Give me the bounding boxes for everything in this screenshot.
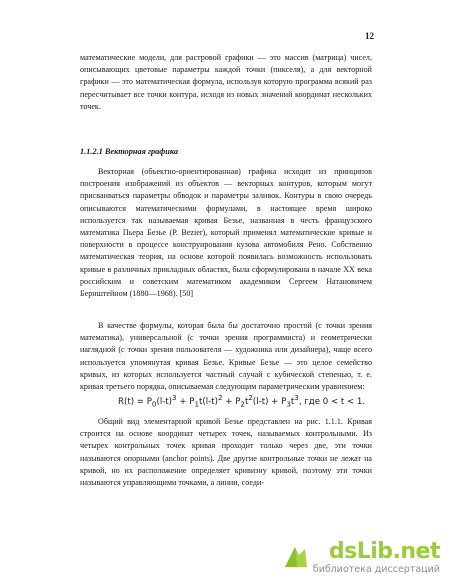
paragraph-bezier-formula bbox=[80, 320, 372, 393]
watermark-subtitle: библиотека диссертаций bbox=[312, 563, 440, 575]
bezier-equation bbox=[118, 393, 365, 409]
formula-part: R(t) = P bbox=[118, 396, 152, 407]
formula-exponent: 2 bbox=[217, 393, 223, 402]
formula-part: + P bbox=[176, 396, 195, 407]
section-heading: 1.1.2.1 Векторная графика bbox=[80, 147, 179, 156]
paragraph-bezier-description bbox=[80, 416, 372, 489]
formula-part: (l-t) + P bbox=[252, 396, 287, 407]
formula-subscript: 0 bbox=[151, 399, 157, 409]
formula-exponent: 3 bbox=[294, 393, 299, 402]
formula-part: t bbox=[290, 396, 295, 407]
formula-part: (l-t) bbox=[156, 396, 173, 407]
formula-subscript: 2 bbox=[240, 399, 245, 409]
formula-subscript: 3 bbox=[286, 399, 291, 409]
formula-part: t bbox=[244, 396, 249, 407]
formula-exponent: 3 bbox=[172, 393, 177, 402]
paragraph-intro bbox=[80, 52, 372, 113]
paragraph-text: Общий вид элементарной кривой Безье представлен на рис. 1.1.1. Кривая строится на основе координат четырех точек, называемых контрольными. Из четырех контрольных точек кривая проходит только через две, эти точки называются опорными (anchor points). Две другие контрольные точки не лежат на кривой, но их расположение определяет кривизну кривой, поэтому эти точки называются управляющими точками, а линии, соеди- bbox=[80, 417, 372, 488]
formula-subscript: 1 bbox=[194, 399, 200, 409]
formula-part: + P bbox=[222, 396, 241, 407]
paragraph-text: Векторная (объектно-ориентированная) графика исходит из принципов построения изображений из объектов — векторных контуров, которым могут присваиваться параметры обводок и параметры заливок. Контуры в свою очередь описываются математическими формулами, в настоящее время широко используется так называемая кривая Безье, названная в честь французского математика Пьера Безье (P. Bezier), который применял математические кривые и поверхности в процессе конструирования кузова автомобиля Рено. Собственно математическая теория, на основе которой появилась возможность использовать кривые в различных прикладных областях, была сформулирована в начале XX века российским и советским математиком академиком Сергеем Натановичем Бернштейном (1880—1968). [50] bbox=[80, 167, 372, 299]
dslib-watermark bbox=[281, 538, 440, 575]
formula-exponent: 2 bbox=[248, 393, 253, 402]
paragraph-text: В качестве формулы, которая была бы достаточно простой (с точки зрения математика), универсальной (с точки зрения программиста) и геометрически наглядной (с точки зрения пользователя — художника или дизайнера), чаще всего используется упомянутая кривая Безье. Кривые Безье — это целое семейство кривых, из которых используется частный случай с кубической степенью, т. е. кривая третьего порядка, описываемая следующим параметрическим уравнением: bbox=[80, 321, 372, 392]
paragraph-text: математические модели, для растровой графики — это массив (матрица) чисел, описывающих цветовые параметры каждой точки (пикселя), а для векторной графики — это математическая формула, используя которую программа всякий раз пересчитывает все точки контура, исходя из новых значений координат нескольких точек. bbox=[80, 53, 372, 111]
dslib-logo-icon bbox=[281, 543, 311, 571]
page-number: 12 bbox=[365, 31, 374, 41]
formula-part: t(l-t) bbox=[199, 396, 218, 407]
watermark-logo: dsLib.net bbox=[328, 538, 440, 564]
watermark-text bbox=[312, 538, 440, 575]
formula-condition: , где 0 < t < 1. bbox=[298, 396, 366, 407]
paragraph-vector-graphics bbox=[80, 166, 372, 300]
